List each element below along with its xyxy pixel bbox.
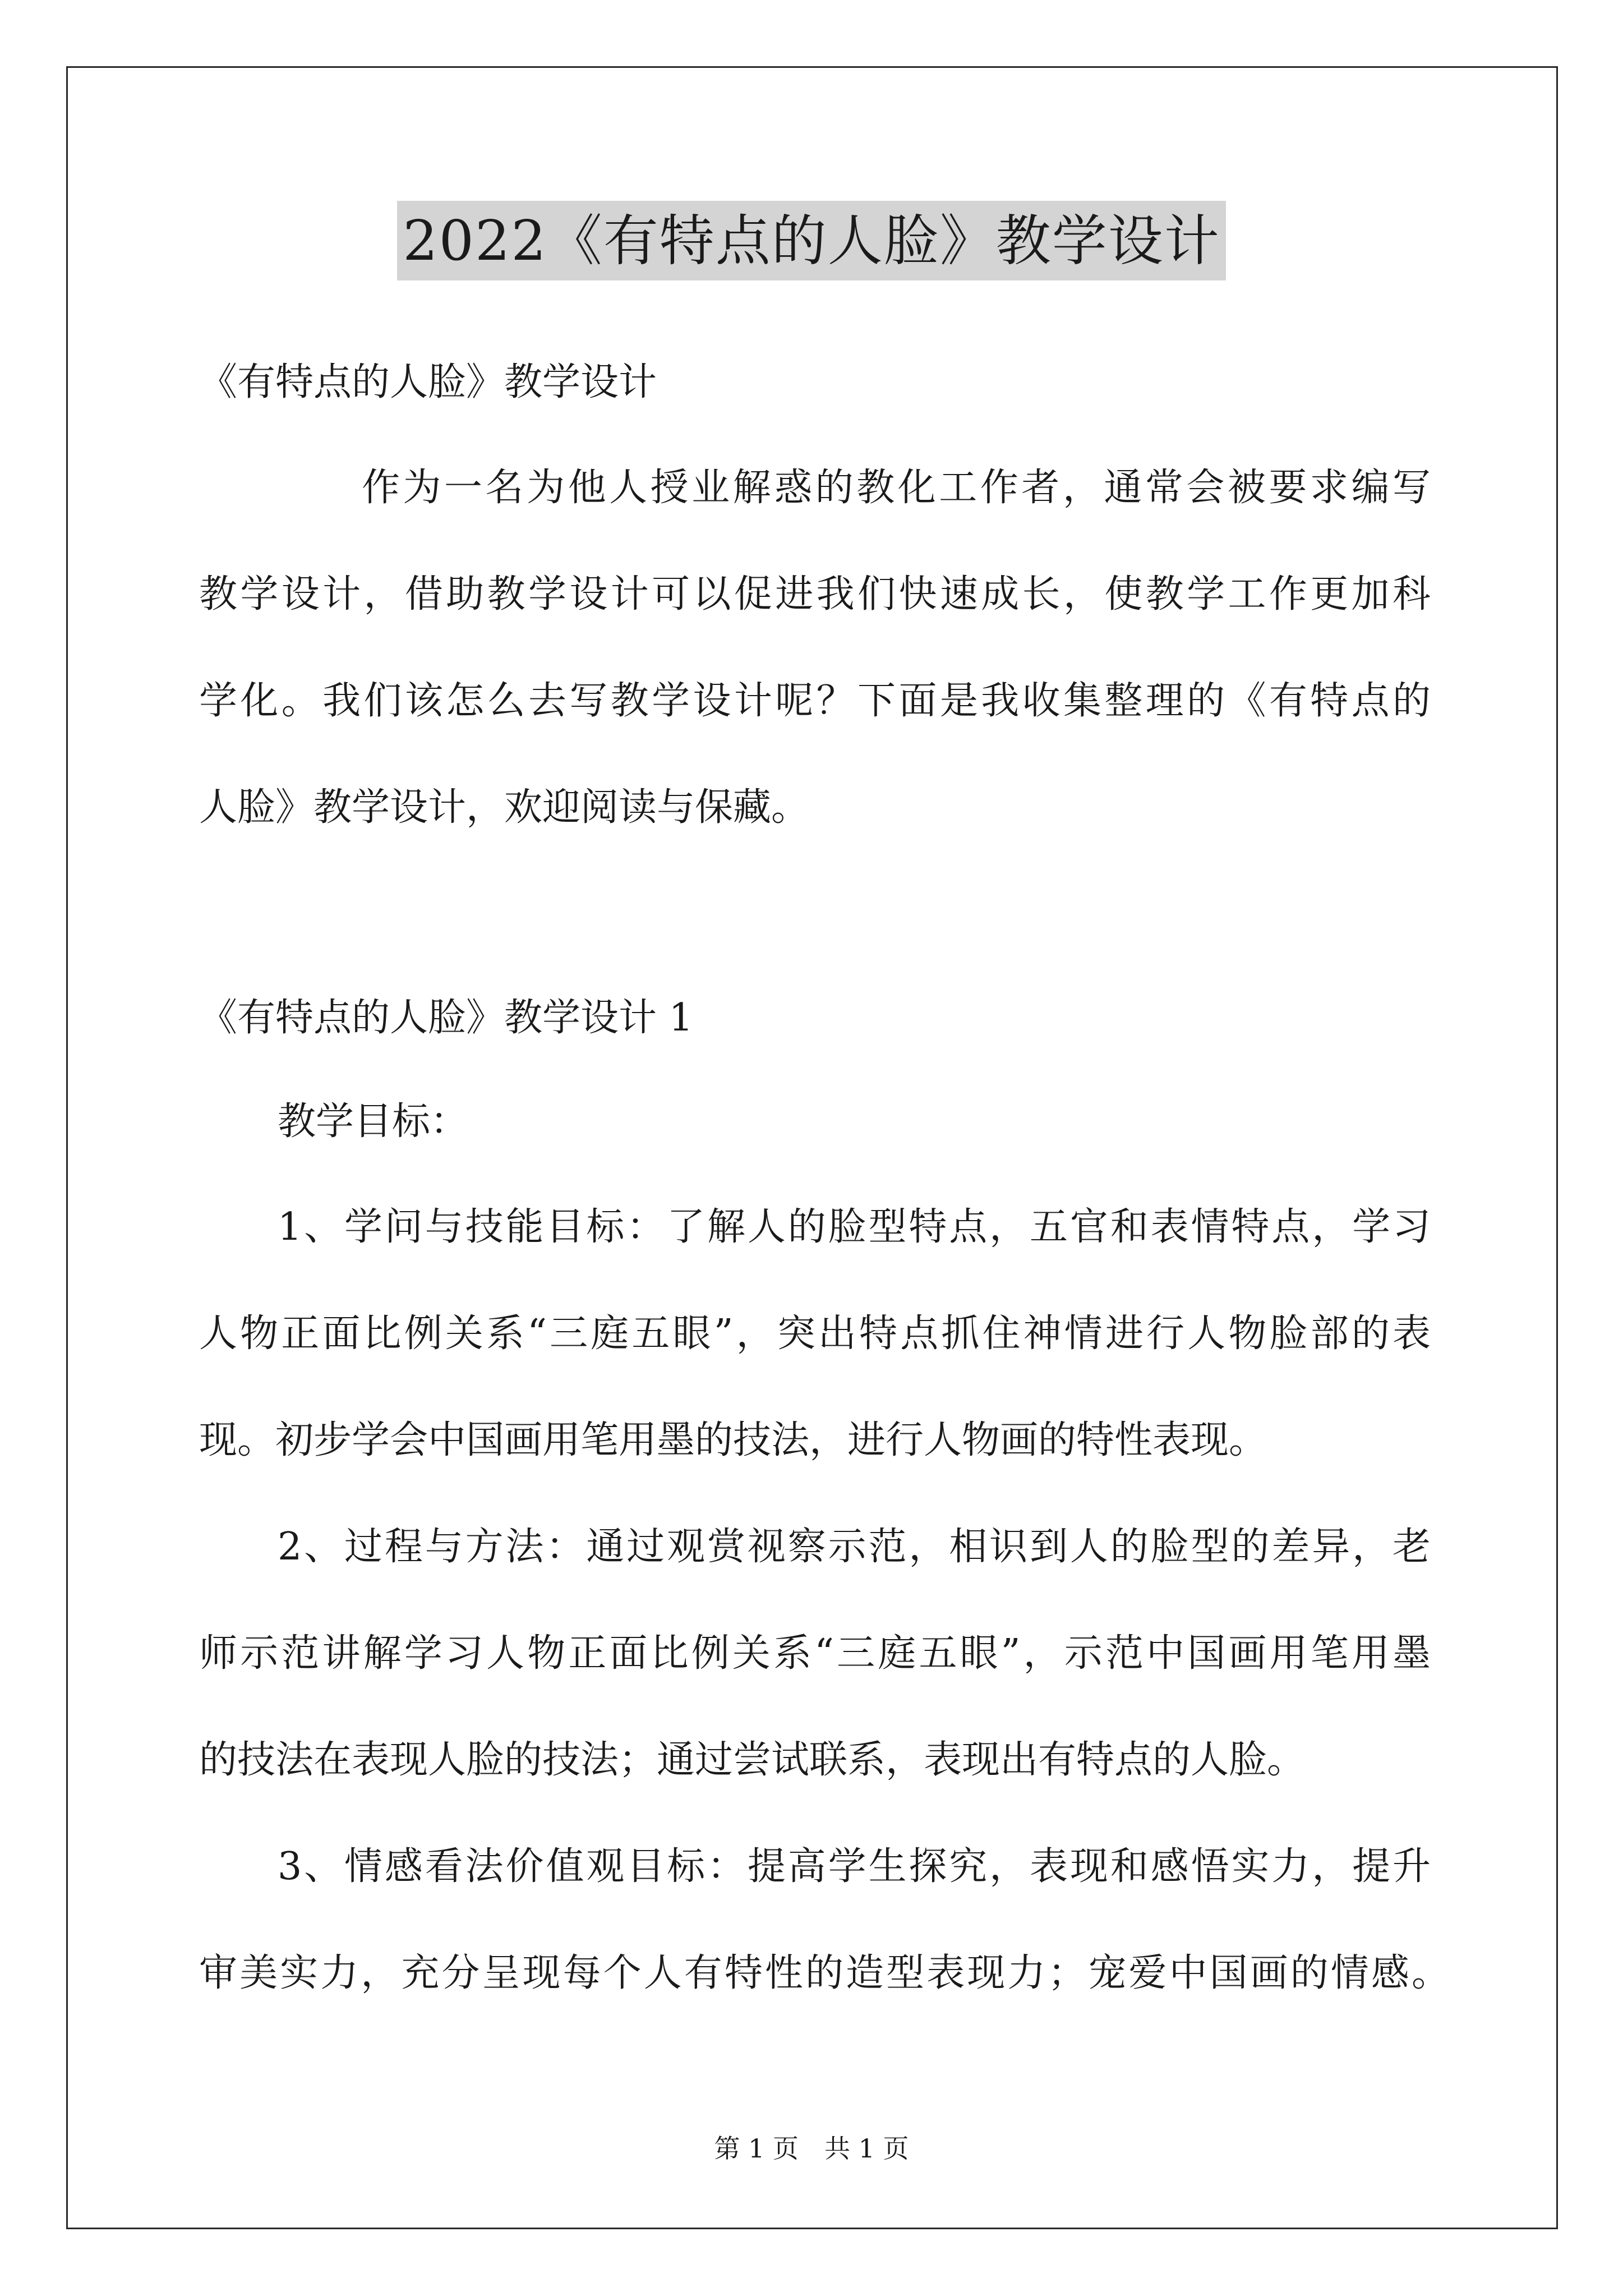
title-wrap <box>0 201 1623 280</box>
objectives-heading: 教学目标： <box>278 1099 469 1144</box>
intro-line-3: 学化。我们该怎么去写教学设计呢？下面是我收集整理的《有特点的 <box>199 679 1431 723</box>
objective-1-line-3: 现。初步学会中国画用笔用墨的技法，进行人物画的特性表现。 <box>199 1418 1267 1462</box>
intro-line-2: 教学设计，借助教学设计可以促进我们快速成长，使教学工作更加科 <box>199 572 1431 616</box>
intro-line-1: 作为一名为他人授业解惑的教化工作者，通常会被要求编写 <box>362 466 1431 510</box>
objective-2-line-3: 的技法在表现人脸的技法；通过尝试联系，表现出有特点的人脸。 <box>199 1738 1306 1782</box>
objective-1-line-2: 人物正面比例关系“三庭五眼”，突出特点抓住神情进行人物脸部的表 <box>199 1312 1431 1356</box>
objective-3-line-1: 3、情感看法价值观目标：提高学生探究，表现和感悟实力，提升 <box>278 1844 1431 1889</box>
document-title: 2022《有特点的人脸》教学设计 <box>397 201 1225 280</box>
objective-2-line-1: 2、过程与方法：通过观赏视察示范，相识到人的脸型的差异，老 <box>278 1525 1431 1569</box>
subtitle: 《有特点的人脸》教学设计 <box>199 360 657 404</box>
intro-line-4: 人脸》教学设计，欢迎阅读与保藏。 <box>199 785 810 830</box>
page-footer: 第 1 页 共 1 页 <box>714 2133 909 2164</box>
objective-3-line-2: 审美实力，充分呈现每个人有特性的造型表现力；宠爱中国画的情感。 <box>199 1951 1450 1995</box>
objective-2-line-2: 师示范讲解学习人物正面比例关系“三庭五眼”，示范中国画用笔用墨 <box>199 1631 1431 1676</box>
objective-1-line-1: 1、学问与技能目标：了解人的脸型特点，五官和表情特点，学习 <box>278 1205 1431 1249</box>
section-heading: 《有特点的人脸》教学设计 1 <box>199 996 693 1040</box>
